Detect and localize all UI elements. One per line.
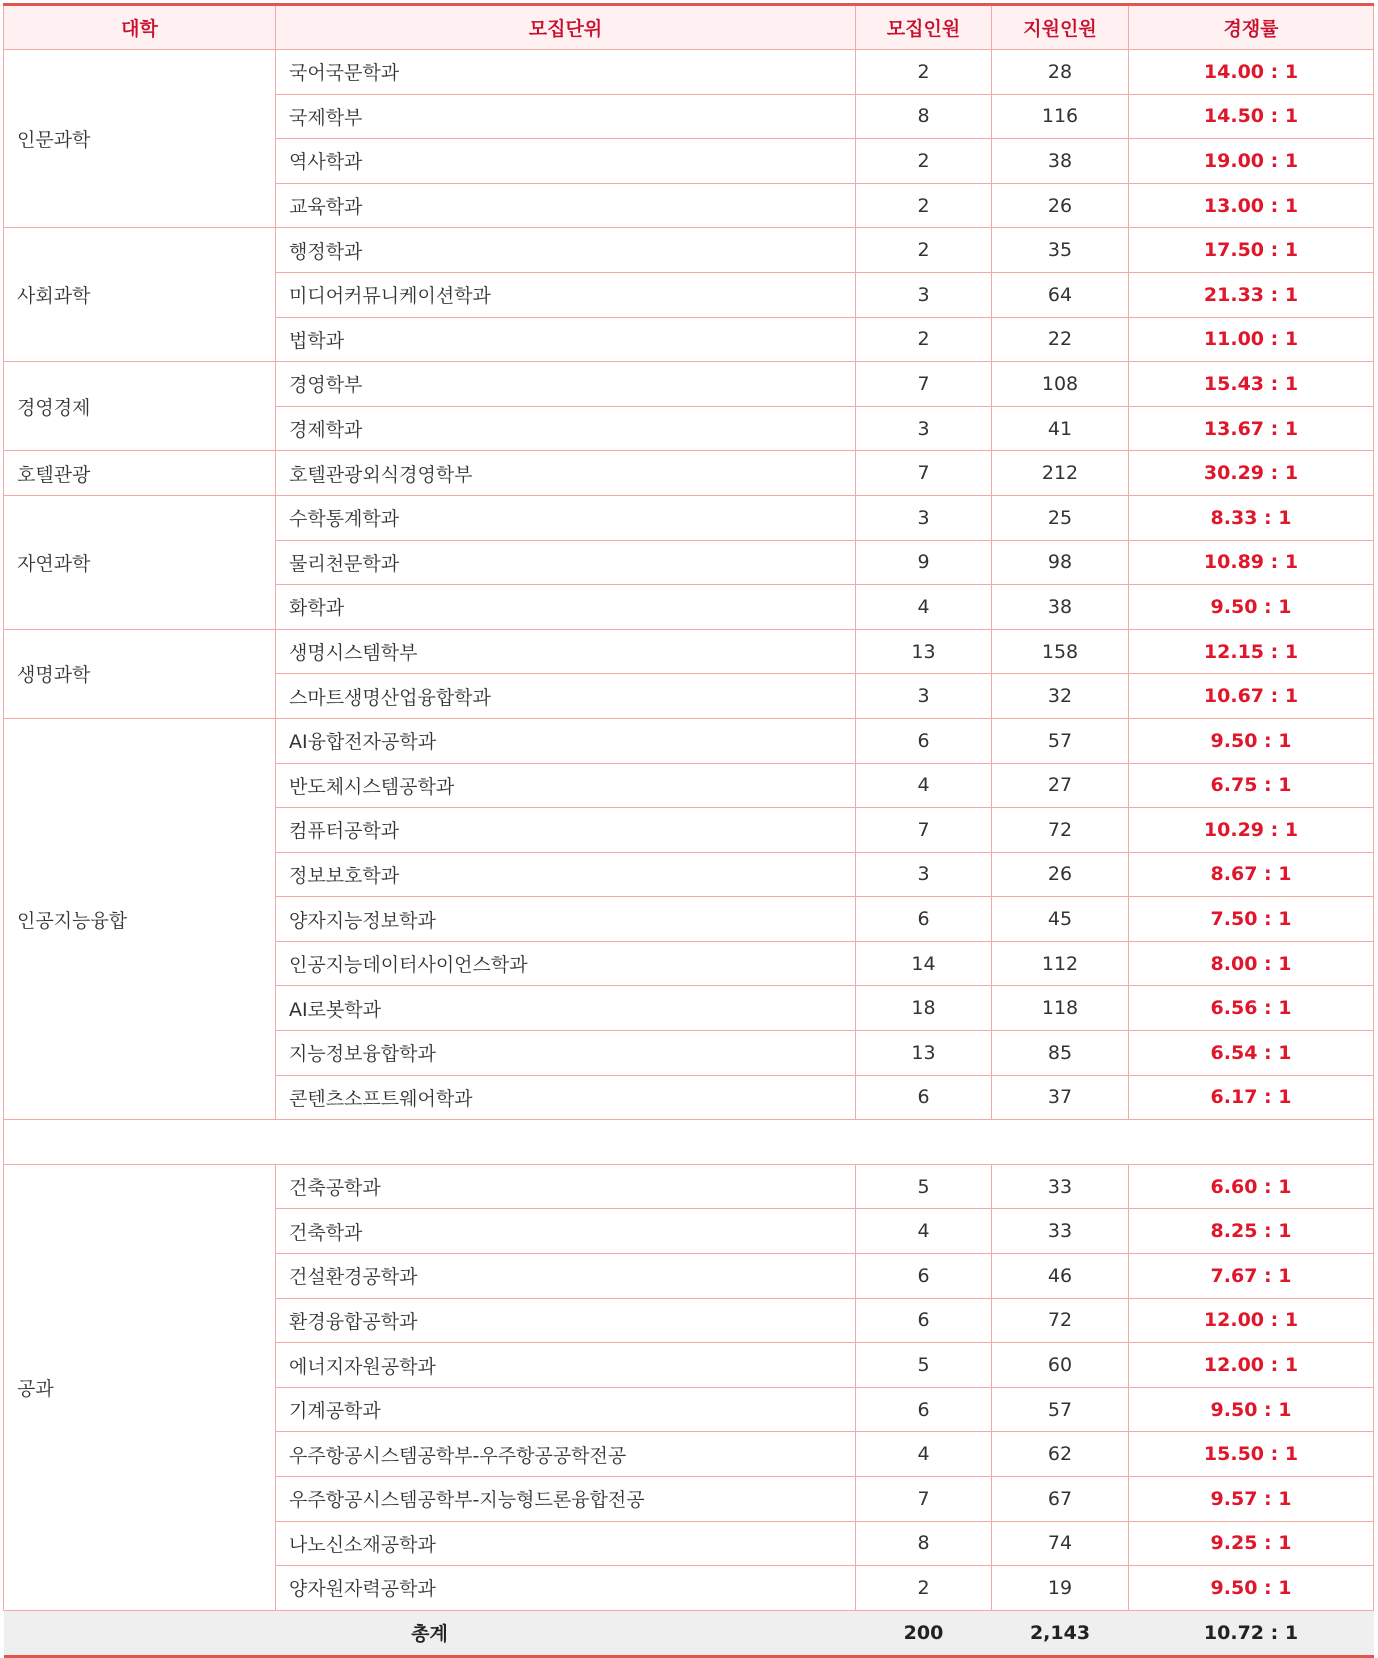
applicants-cell: 27 <box>992 763 1129 808</box>
table-row <box>4 629 1374 674</box>
applicants-cell: 158 <box>992 629 1129 674</box>
unit-cell: 환경융합공학과 <box>276 1298 856 1343</box>
quota-cell: 3 <box>856 272 992 317</box>
applicants-cell: 46 <box>992 1254 1129 1299</box>
ratio-cell: 9.50 : 1 <box>1129 1387 1374 1432</box>
unit-cell: 수학통계학과 <box>276 495 856 540</box>
total-ratio: 10.72 : 1 <box>1129 1610 1374 1656</box>
unit-cell: 건축공학과 <box>276 1164 856 1209</box>
applicants-cell: 37 <box>992 1075 1129 1120</box>
table-row <box>4 1164 1374 1209</box>
table-row <box>4 362 1374 407</box>
ratio-cell: 6.17 : 1 <box>1129 1075 1374 1120</box>
ratio-cell: 8.00 : 1 <box>1129 941 1374 986</box>
ratio-cell: 8.25 : 1 <box>1129 1209 1374 1254</box>
applicants-cell: 33 <box>992 1209 1129 1254</box>
quota-cell: 7 <box>856 808 992 853</box>
applicants-cell: 28 <box>992 50 1129 95</box>
quota-cell: 6 <box>856 1254 992 1299</box>
ratio-cell: 6.54 : 1 <box>1129 1031 1374 1076</box>
applicants-cell: 25 <box>992 495 1129 540</box>
ratio-cell: 10.89 : 1 <box>1129 540 1374 585</box>
applicants-cell: 38 <box>992 585 1129 630</box>
unit-cell: 우주항공시스템공학부-지능형드론융합전공 <box>276 1477 856 1522</box>
header-unit: 모집단위 <box>276 5 856 50</box>
unit-cell: 건축학과 <box>276 1209 856 1254</box>
quota-cell: 18 <box>856 986 992 1031</box>
quota-cell: 3 <box>856 495 992 540</box>
quota-cell: 4 <box>856 1432 992 1477</box>
quota-cell: 4 <box>856 1209 992 1254</box>
quota-cell: 8 <box>856 94 992 139</box>
ratio-cell: 15.43 : 1 <box>1129 362 1374 407</box>
applicants-cell: 38 <box>992 139 1129 184</box>
applicants-cell: 98 <box>992 540 1129 585</box>
applicants-cell: 32 <box>992 674 1129 719</box>
applicants-cell: 26 <box>992 852 1129 897</box>
ratio-cell: 9.50 : 1 <box>1129 718 1374 763</box>
ratio-cell: 12.15 : 1 <box>1129 629 1374 674</box>
unit-cell: 화학과 <box>276 585 856 630</box>
quota-cell: 2 <box>856 1566 992 1611</box>
applicants-cell: 57 <box>992 718 1129 763</box>
unit-cell: 교육학과 <box>276 183 856 228</box>
ratio-cell: 19.00 : 1 <box>1129 139 1374 184</box>
applicants-cell: 72 <box>992 808 1129 853</box>
table-row <box>4 718 1374 763</box>
quota-cell: 5 <box>856 1343 992 1388</box>
quota-cell: 6 <box>856 1387 992 1432</box>
applicants-cell: 108 <box>992 362 1129 407</box>
unit-cell: 법학과 <box>276 317 856 362</box>
total-label: 총계 <box>4 1610 856 1656</box>
quota-cell: 3 <box>856 852 992 897</box>
ratio-cell: 7.67 : 1 <box>1129 1254 1374 1299</box>
college-cell: 인문과학 <box>4 50 276 228</box>
applicants-cell: 45 <box>992 897 1129 942</box>
quota-cell: 3 <box>856 674 992 719</box>
quota-cell: 9 <box>856 540 992 585</box>
table-row <box>4 495 1374 540</box>
unit-cell: 나노신소재공학과 <box>276 1521 856 1566</box>
unit-cell: 호텔관광외식경영학부 <box>276 451 856 496</box>
header-applicants: 지원인원 <box>992 5 1129 50</box>
college-cell: 호텔관광 <box>4 451 276 496</box>
unit-cell: 반도체시스템공학과 <box>276 763 856 808</box>
table-row <box>4 451 1374 496</box>
unit-cell: 경영학부 <box>276 362 856 407</box>
applicants-cell: 112 <box>992 941 1129 986</box>
quota-cell: 3 <box>856 406 992 451</box>
applicants-cell: 41 <box>992 406 1129 451</box>
ratio-cell: 9.50 : 1 <box>1129 585 1374 630</box>
quota-cell: 4 <box>856 585 992 630</box>
ratio-cell: 9.50 : 1 <box>1129 1566 1374 1611</box>
quota-cell: 4 <box>856 763 992 808</box>
quota-cell: 2 <box>856 139 992 184</box>
ratio-cell: 15.50 : 1 <box>1129 1432 1374 1477</box>
ratio-cell: 12.00 : 1 <box>1129 1343 1374 1388</box>
unit-cell: 기계공학과 <box>276 1387 856 1432</box>
applicants-cell: 22 <box>992 317 1129 362</box>
table-row <box>4 228 1374 273</box>
ratio-cell: 11.00 : 1 <box>1129 317 1374 362</box>
header-quota: 모집인원 <box>856 5 992 50</box>
ratio-cell: 17.50 : 1 <box>1129 228 1374 273</box>
header-college: 대학 <box>4 5 276 50</box>
ratio-cell: 9.25 : 1 <box>1129 1521 1374 1566</box>
ratio-cell: 6.56 : 1 <box>1129 986 1374 1031</box>
unit-cell: 역사학과 <box>276 139 856 184</box>
applicants-cell: 212 <box>992 451 1129 496</box>
ratio-cell: 8.33 : 1 <box>1129 495 1374 540</box>
table-row <box>4 50 1374 95</box>
quota-cell: 13 <box>856 1031 992 1076</box>
quota-cell: 6 <box>856 718 992 763</box>
ratio-cell: 7.50 : 1 <box>1129 897 1374 942</box>
college-cell: 공과 <box>4 1164 276 1610</box>
college-cell: 사회과학 <box>4 228 276 362</box>
applicants-cell: 67 <box>992 1477 1129 1522</box>
applicants-cell: 60 <box>992 1343 1129 1388</box>
table-footer <box>4 1610 1374 1656</box>
quota-cell: 7 <box>856 451 992 496</box>
ratio-cell: 14.50 : 1 <box>1129 94 1374 139</box>
quota-cell: 13 <box>856 629 992 674</box>
ratio-cell: 13.67 : 1 <box>1129 406 1374 451</box>
unit-cell: 행정학과 <box>276 228 856 273</box>
unit-cell: 우주항공시스템공학부-우주항공공학전공 <box>276 1432 856 1477</box>
quota-cell: 2 <box>856 228 992 273</box>
applicants-cell: 118 <box>992 986 1129 1031</box>
quota-cell: 5 <box>856 1164 992 1209</box>
quota-cell: 6 <box>856 1075 992 1120</box>
ratio-cell: 10.29 : 1 <box>1129 808 1374 853</box>
quota-cell: 14 <box>856 941 992 986</box>
unit-cell: 경제학과 <box>276 406 856 451</box>
unit-cell: 컴퓨터공학과 <box>276 808 856 853</box>
ratio-cell: 8.67 : 1 <box>1129 852 1374 897</box>
unit-cell: AI융합전자공학과 <box>276 718 856 763</box>
unit-cell: 에너지자원공학과 <box>276 1343 856 1388</box>
applicants-cell: 85 <box>992 1031 1129 1076</box>
unit-cell: 국어국문학과 <box>276 50 856 95</box>
applicants-cell: 62 <box>992 1432 1129 1477</box>
table-body <box>4 50 1374 1611</box>
header-row <box>4 5 1374 50</box>
unit-cell: 인공지능데이터사이언스학과 <box>276 941 856 986</box>
unit-cell: 양자지능정보학과 <box>276 897 856 942</box>
unit-cell: 국제학부 <box>276 94 856 139</box>
applicants-cell: 26 <box>992 183 1129 228</box>
quota-cell: 8 <box>856 1521 992 1566</box>
ratio-cell: 6.60 : 1 <box>1129 1164 1374 1209</box>
college-cell: 생명과학 <box>4 629 276 718</box>
applicants-cell: 116 <box>992 94 1129 139</box>
applicants-cell: 64 <box>992 272 1129 317</box>
ratio-cell: 30.29 : 1 <box>1129 451 1374 496</box>
unit-cell: 정보보호학과 <box>276 852 856 897</box>
ratio-cell: 12.00 : 1 <box>1129 1298 1374 1343</box>
quota-cell: 6 <box>856 1298 992 1343</box>
total-applicants: 2,143 <box>992 1610 1129 1656</box>
separator-cell <box>4 1120 1374 1165</box>
college-cell: 자연과학 <box>4 495 276 629</box>
applicants-cell: 74 <box>992 1521 1129 1566</box>
unit-cell: AI로봇학과 <box>276 986 856 1031</box>
ratio-cell: 9.57 : 1 <box>1129 1477 1374 1522</box>
ratio-cell: 10.67 : 1 <box>1129 674 1374 719</box>
college-cell: 경영경제 <box>4 362 276 451</box>
ratio-cell: 13.00 : 1 <box>1129 183 1374 228</box>
table-header <box>4 5 1374 50</box>
ratio-cell: 6.75 : 1 <box>1129 763 1374 808</box>
quota-cell: 6 <box>856 897 992 942</box>
unit-cell: 생명시스템학부 <box>276 629 856 674</box>
applicants-cell: 35 <box>992 228 1129 273</box>
quota-cell: 7 <box>856 1477 992 1522</box>
quota-cell: 2 <box>856 183 992 228</box>
quota-cell: 2 <box>856 50 992 95</box>
competition-table-container <box>3 3 1373 1658</box>
total-row <box>4 1610 1374 1656</box>
applicants-cell: 57 <box>992 1387 1129 1432</box>
unit-cell: 미디어커뮤니케이션학과 <box>276 272 856 317</box>
quota-cell: 7 <box>856 362 992 407</box>
ratio-cell: 21.33 : 1 <box>1129 272 1374 317</box>
header-ratio: 경쟁률 <box>1129 5 1374 50</box>
unit-cell: 지능정보융합학과 <box>276 1031 856 1076</box>
college-cell: 인공지능융합 <box>4 718 276 1119</box>
unit-cell: 양자원자력공학과 <box>276 1566 856 1611</box>
applicants-cell: 19 <box>992 1566 1129 1611</box>
applicants-cell: 72 <box>992 1298 1129 1343</box>
unit-cell: 건설환경공학과 <box>276 1254 856 1299</box>
group-separator <box>4 1120 1374 1165</box>
competition-rate-table <box>3 3 1374 1658</box>
quota-cell: 2 <box>856 317 992 362</box>
unit-cell: 스마트생명산업융합학과 <box>276 674 856 719</box>
unit-cell: 물리천문학과 <box>276 540 856 585</box>
applicants-cell: 33 <box>992 1164 1129 1209</box>
total-quota: 200 <box>856 1610 992 1656</box>
unit-cell: 콘텐츠소프트웨어학과 <box>276 1075 856 1120</box>
ratio-cell: 14.00 : 1 <box>1129 50 1374 95</box>
